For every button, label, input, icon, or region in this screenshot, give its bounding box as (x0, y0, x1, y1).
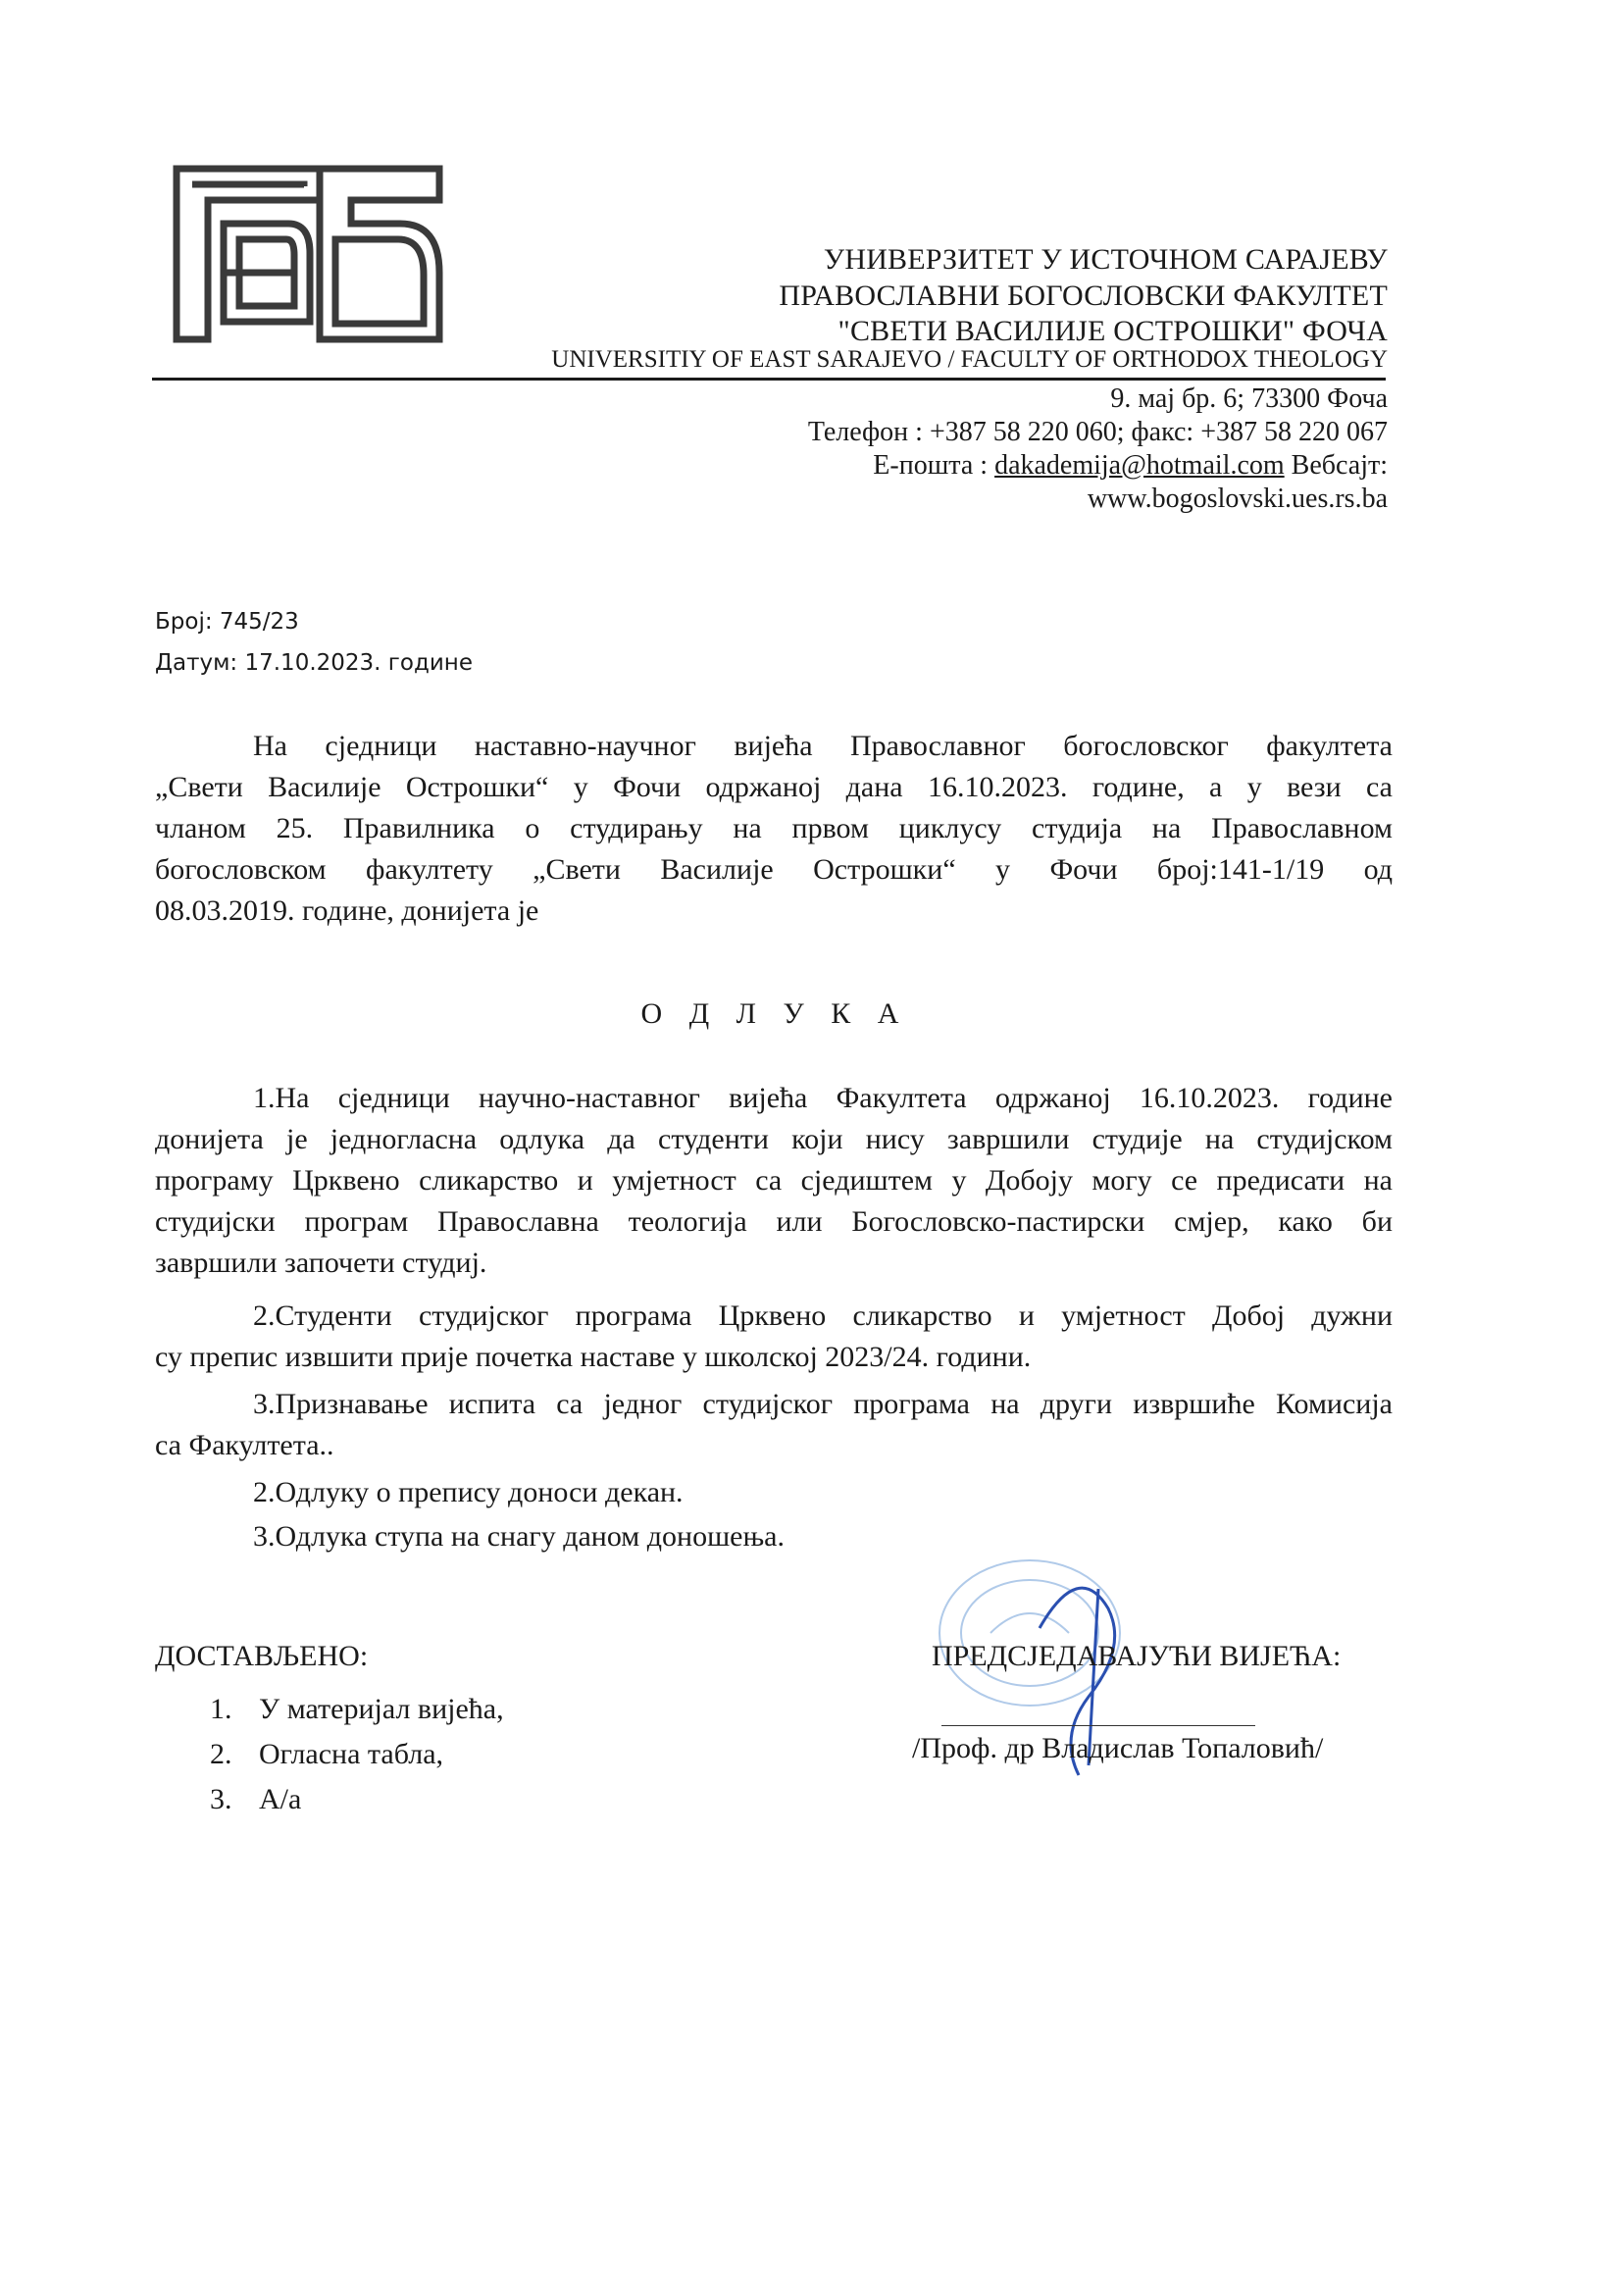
delivered-text: У материјал вијећа, (259, 1693, 504, 1725)
website-link[interactable]: www.bogoslovski.ues.rs.ba (1087, 484, 1388, 514)
address: 9. мај бр. 6; 73300 Фоча (1110, 383, 1388, 414)
signature-line (941, 1725, 1255, 1726)
delivered-num: 2. (210, 1738, 232, 1770)
faculty-logo (173, 165, 443, 343)
delivered-item (210, 1777, 504, 1822)
item-line: програму Црквено сликарство и умјетност са сједиштем у Добоју могу се предисати на (155, 1164, 1393, 1197)
decision-item-4: 2.Одлуку о препису доноси декан. (253, 1476, 684, 1508)
chairman-name: /Проф. др Владислав Топаловић/ (912, 1732, 1324, 1764)
university-name: УНИВЕРЗИТЕТ У ИСТОЧНОМ САРАЈЕВУ (823, 243, 1388, 276)
delivered-text: А/а (259, 1783, 302, 1815)
delivered-item (210, 1687, 504, 1732)
decision-item-5: 3.Одлука ступа на снагу даном доношења. (253, 1520, 785, 1553)
intro-line: „Свети Василије Острошки“ у Фочи одржаној дана 16.10.2023. године, а у вези са (155, 771, 1393, 803)
delivered-title: ДОСТАВЉЕНО: (155, 1640, 369, 1672)
chairman-title: ПРЕДСЈЕДАВАЈУЋИ ВИЈЕЋА: (932, 1640, 1342, 1672)
delivered-list (210, 1687, 504, 1822)
decision-item-3 (155, 1384, 1393, 1466)
intro-line: чланом 25. Правилника о студирању на првом циклусу студија на Православном (155, 812, 1393, 844)
decision-title: О Д Л У К А (640, 997, 909, 1030)
item-line: су препис извшити прије почетка наставе у школској 2023/24. години. (155, 1341, 1032, 1373)
delivered-num: 3. (210, 1783, 232, 1815)
intro-paragraph (155, 726, 1393, 932)
website-label: Вебсајт: (1291, 450, 1388, 481)
item-line: са Факултета.. (155, 1429, 334, 1461)
phone-fax: Телефон : +387 58 220 060; факс: +387 58 220 067 (807, 417, 1388, 447)
delivered-item (210, 1732, 504, 1777)
item-line: 1.На сједници научно-наставног вијећа Факултета одржаној 16.10.2023. године (253, 1082, 1393, 1114)
delivered-num: 1. (210, 1693, 232, 1725)
item-line: 3.Признавање испита са једног студијског програма на други извршиће Комисија (253, 1388, 1393, 1420)
email-link[interactable]: dakademija@hotmail.com (994, 450, 1285, 481)
email-line (873, 449, 1388, 483)
email-label: Е-пошта : (873, 450, 989, 481)
intro-line: На сједници наставно-научног вијећа Православног богословског факултета (253, 730, 1393, 762)
item-line: завршили започети студиј. (155, 1247, 487, 1279)
faculty-subtitle: "СВЕТИ ВАСИЛИЈЕ ОСТРОШКИ" ФОЧА (837, 315, 1388, 347)
decision-item-2 (155, 1296, 1393, 1378)
english-name: UNIVERSITIY OF EAST SARAJEVO / FACULTY OF ORTHODOX THEOLOGY (551, 346, 1388, 373)
item-line: 2.Студенти студијског програма Црквено сликарство и умјетност Добој дужни (253, 1300, 1393, 1332)
item-line: донијета је једногласна одлука да студенти који нису завршили студије на студијском (155, 1123, 1393, 1155)
document-number: Број: 745/23 (155, 609, 299, 635)
delivered-text: Огласна табла, (259, 1738, 444, 1770)
intro-line: богословском факултету „Свети Василије Острошки“ у Фочи број:141-1/19 од (155, 853, 1393, 886)
decision-item-1 (155, 1078, 1393, 1284)
document-date: Датум: 17.10.2023. године (155, 650, 473, 676)
intro-line: 08.03.2019. године, донијета је (155, 894, 539, 927)
item-line: студијски програм Православна теологија или Богословско-пастирски смјер, како би (155, 1205, 1393, 1238)
faculty-name: ПРАВОСЛАВНИ БОГОСЛОВСКИ ФАКУЛТЕТ (779, 280, 1388, 312)
header-divider (152, 378, 1386, 381)
